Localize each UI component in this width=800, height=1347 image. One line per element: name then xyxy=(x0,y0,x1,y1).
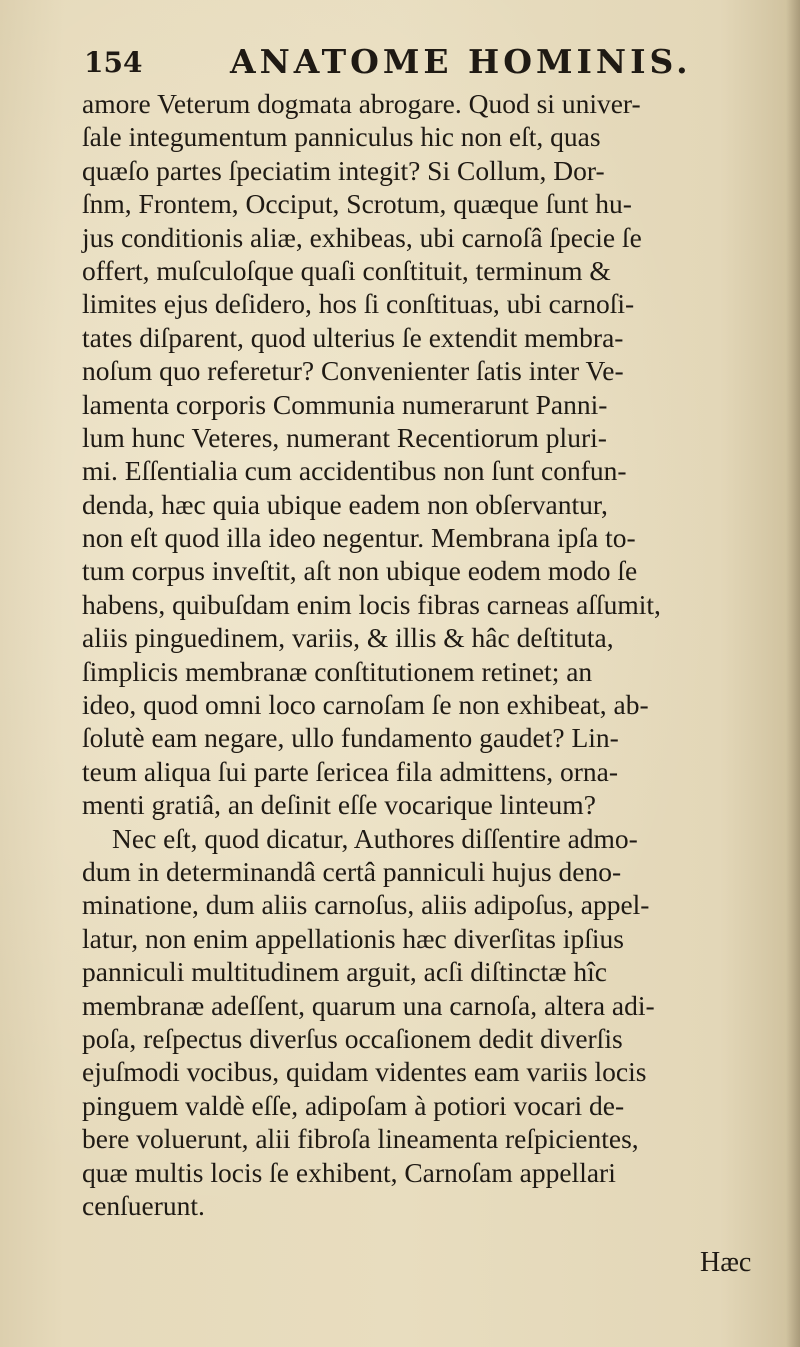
text-line: ſolutè eam negare, ullo fundamento gaudet? Lin- xyxy=(82,722,619,754)
text-line: cenſuerunt. xyxy=(82,1189,205,1221)
text-line: panniculi multitudinem arguit, acſi diſtinctæ hîc xyxy=(82,956,607,988)
page-header xyxy=(84,42,744,82)
text-line: denda, hæc quia ubique eadem non obſervantur, xyxy=(82,488,608,520)
text-line: poſa, reſpectus diverſus occaſionem dedit diverſis xyxy=(82,1022,623,1054)
text-line: lum hunc Veteres, numerant Recentiorum pluri- xyxy=(82,421,607,453)
page-edge-shadow xyxy=(786,0,800,1347)
text-line: teum aliqua ſui parte ſericea fila admittens, orna- xyxy=(82,755,619,787)
paragraph-1 xyxy=(82,87,772,822)
text-line: jus conditionis aliæ, exhibeas, ubi carnoſâ ſpecie ſe xyxy=(82,221,642,253)
text-line: quæ multis locis ſe exhibent, Carnoſam appellari xyxy=(82,1156,616,1188)
text-line: non eſt quod illa ideo negentur. Membrana ipſa to- xyxy=(82,522,636,554)
text-line: minatione, dum aliis carnoſus, aliis adipoſus, appel- xyxy=(82,889,650,921)
text-line: dum in determinandâ certâ panniculi hujus deno- xyxy=(82,855,622,887)
text-line: ſale integumentum panniculus hic non eſt, quas xyxy=(82,121,601,153)
text-line: amore Veterum dogmata abrogare. Quod si univer- xyxy=(82,88,641,119)
body-text xyxy=(82,87,772,1222)
text-line: menti gratiâ, an deſinit eſſe vocarique linteum? xyxy=(82,789,596,821)
text-line: tates diſparent, quod ulterius ſe extendit membra- xyxy=(82,321,624,353)
text-line: lamenta corporis Communia numerarunt Panni- xyxy=(82,388,608,420)
text-line: quæſo partes ſpeciatim integit? Si Collum, Dor- xyxy=(82,154,605,186)
text-line: limites ejus deſidero, hos ſi conſtituas, ubi carnoſi- xyxy=(82,288,635,320)
text-line: latur, non enim appellationis hæc diverſitas ipſius xyxy=(82,922,624,954)
text-line: bere voluerunt, alii fibroſa lineamenta reſpicientes, xyxy=(82,1123,639,1155)
text-line: ſnm, Frontem, Occiput, Scrotum, quæque ſunt hu- xyxy=(82,188,632,220)
text-line: offert, muſculoſque quaſi conſtituit, terminum & xyxy=(82,254,611,286)
text-line: habens, quibuſdam enim locis fibras carneas aſſumit, xyxy=(82,588,661,620)
text-line: membranæ adeſſent, quarum una carnoſa, altera adi- xyxy=(82,989,655,1021)
text-line: noſum quo referetur? Convenienter ſatis inter Ve- xyxy=(82,355,624,387)
running-head: ANATOME HOMINIS. xyxy=(230,42,692,81)
text-line: ideo, quod omni loco carnoſam ſe non exhibeat, ab- xyxy=(82,689,649,721)
text-line: aliis pinguedinem, variis, & illis & hâc deſtituta, xyxy=(82,622,614,654)
text-line: tum corpus inveſtit, aſt non ubique eodem modo ſe xyxy=(82,555,638,587)
page-number: 154 xyxy=(84,46,143,79)
text-line: Nec eſt, quod dicatur, Authores diſſentire admo- xyxy=(112,822,638,854)
text-line: ejuſmodi vocibus, quidam videntes eam variis locis xyxy=(82,1056,647,1088)
text-line: ſimplicis membranæ conſtitutionem retinet; an xyxy=(82,655,593,687)
text-line: pinguem valdè eſſe, adipoſam à potiori vocari de- xyxy=(82,1089,625,1121)
text-line: mi. Eſſentialia cum accidentibus non ſunt confun- xyxy=(82,455,627,487)
catchword: Hæc xyxy=(700,1247,752,1278)
paragraph-2 xyxy=(82,822,772,1223)
